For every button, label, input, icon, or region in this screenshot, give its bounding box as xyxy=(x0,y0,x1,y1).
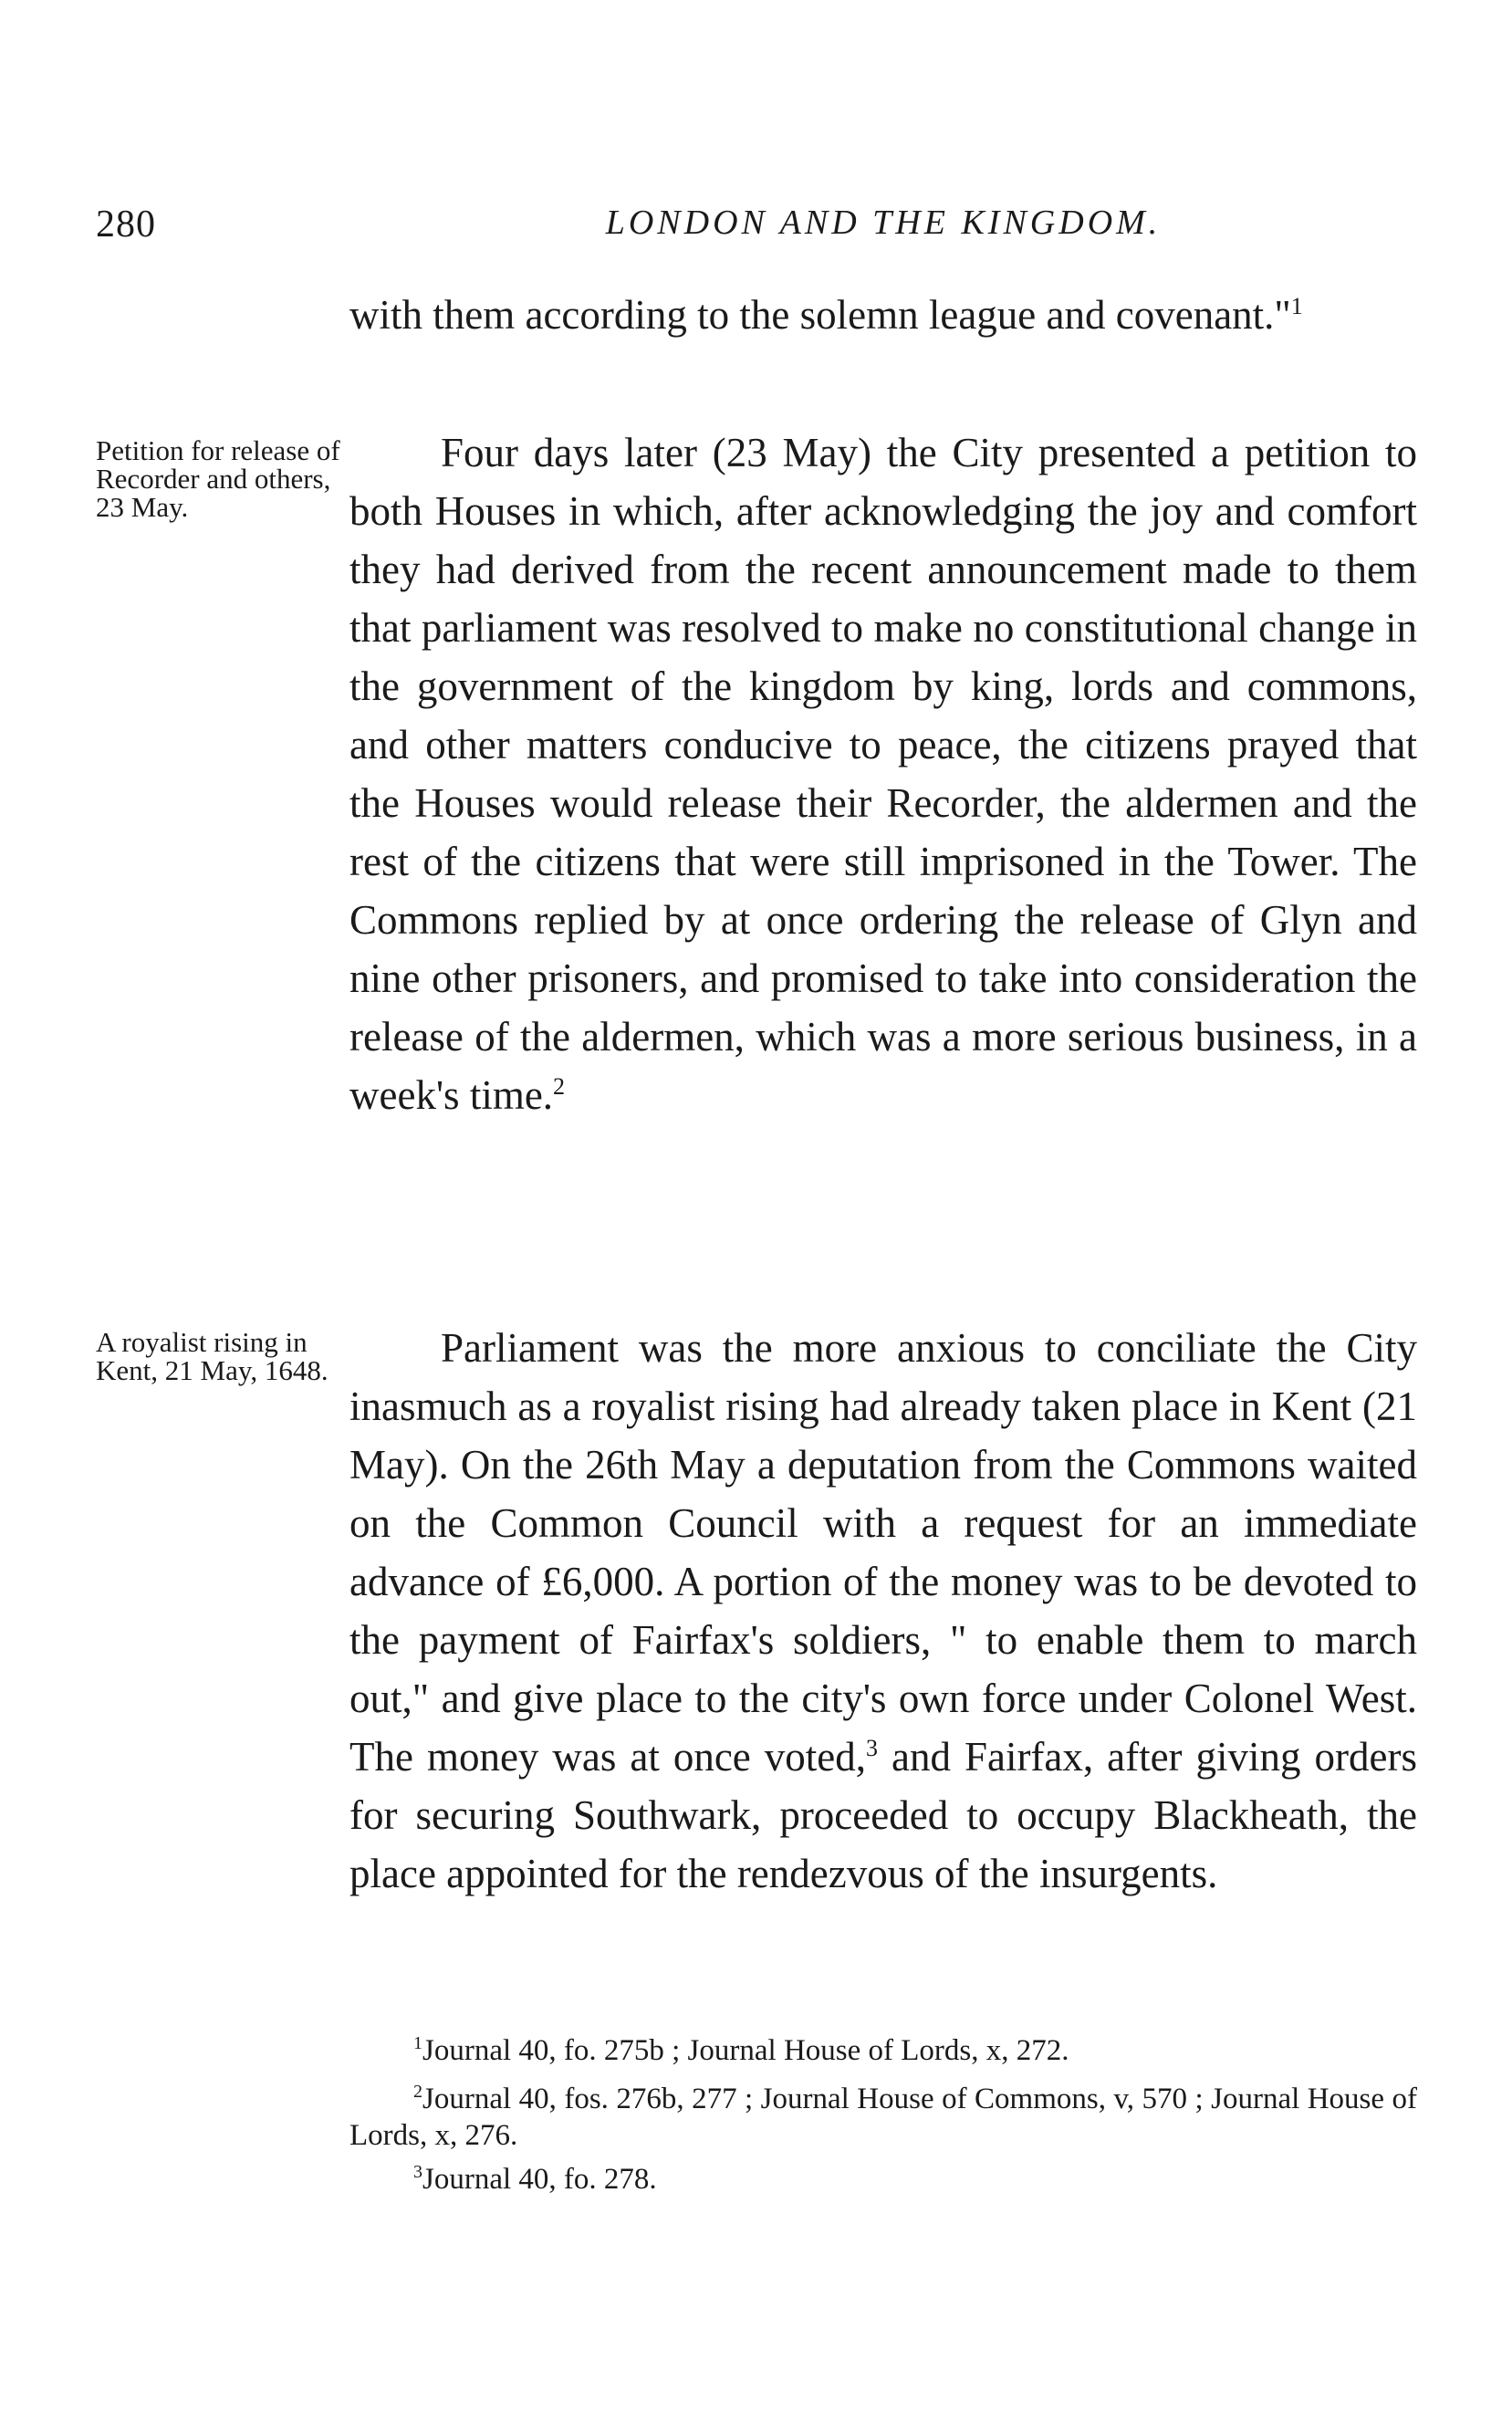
footnote-text: Journal 40, fo. 278. xyxy=(422,2163,657,2196)
footnote-3 xyxy=(349,2161,1417,2198)
margin-note-royalist-rising: A royalist rising in Kent, 21 May, 1648. xyxy=(96,1326,328,1386)
margin-note-petition: Petition for release of Recorder and others, 23 May. xyxy=(96,434,340,523)
footnote-text: Journal 40, fos. 276b, 277 ; Journal House of Commons, v, 570 ; Journal House of Lords, x, 276. xyxy=(349,2083,1417,2152)
running-head: LONDON AND THE KINGDOM. xyxy=(605,204,1162,242)
paragraph-text: Four days later (23 May) the City presented a petition to both Houses in which, after acknowledging the joy and comfort they had derived from the recent announcement made to them that parliament was resolved to make no constitutional change in the government of the kingdom by king, lords and commons, and other matters conducive to peace, the citizens prayed that the Houses would release their Recorder, the aldermen and the rest of the citizens that were still imprisoned in the Tower. The Commons replied by at once ordering the release of Glyn and nine other prisoners, and promised to take into consideration the release of the aldermen, which was a more serious business, in a week's time. xyxy=(349,430,1417,1118)
footnote-1 xyxy=(349,2032,1417,2069)
paragraph-text: with them according to the solemn league and covenant." xyxy=(349,292,1291,338)
footnote-text: Journal 40, fo. 275b ; Journal House of Lords, x, 272. xyxy=(422,2034,1069,2067)
paragraph-text-continued: and Fairfax, after giving orders for securing Southwark, proceeded to occupy Blackheath, the place appointed for the rendezvous of the insurgents. xyxy=(349,1734,1417,1896)
paragraph-petition xyxy=(349,423,1417,1124)
page-number: 280 xyxy=(96,204,156,245)
footnote-mark: 3 xyxy=(413,2162,422,2182)
paragraph-parliament xyxy=(349,1319,1417,1903)
paragraph-text: Parliament was the more anxious to conciliate the City inasmuch as a royalist rising had already taken place in Kent (21 May). On the 26th May a deputation from the Commons waited on the Common Council with a request for an immediate advance of £6,000. A portion of the money was to be devoted to the payment of Fairfax's soldiers, " to enable them to march out," and give place to the city's own force under Colonel West. The money was at once voted, xyxy=(349,1325,1417,1780)
footnote-reference: 3 xyxy=(866,1735,878,1761)
paragraph-covenant xyxy=(349,286,1417,344)
footnote-2 xyxy=(349,2081,1417,2154)
footnote-mark: 1 xyxy=(413,2033,422,2053)
footnote-reference: 1 xyxy=(1290,293,1303,319)
footnote-mark: 2 xyxy=(413,2082,422,2102)
footnote-reference: 2 xyxy=(553,1073,566,1100)
